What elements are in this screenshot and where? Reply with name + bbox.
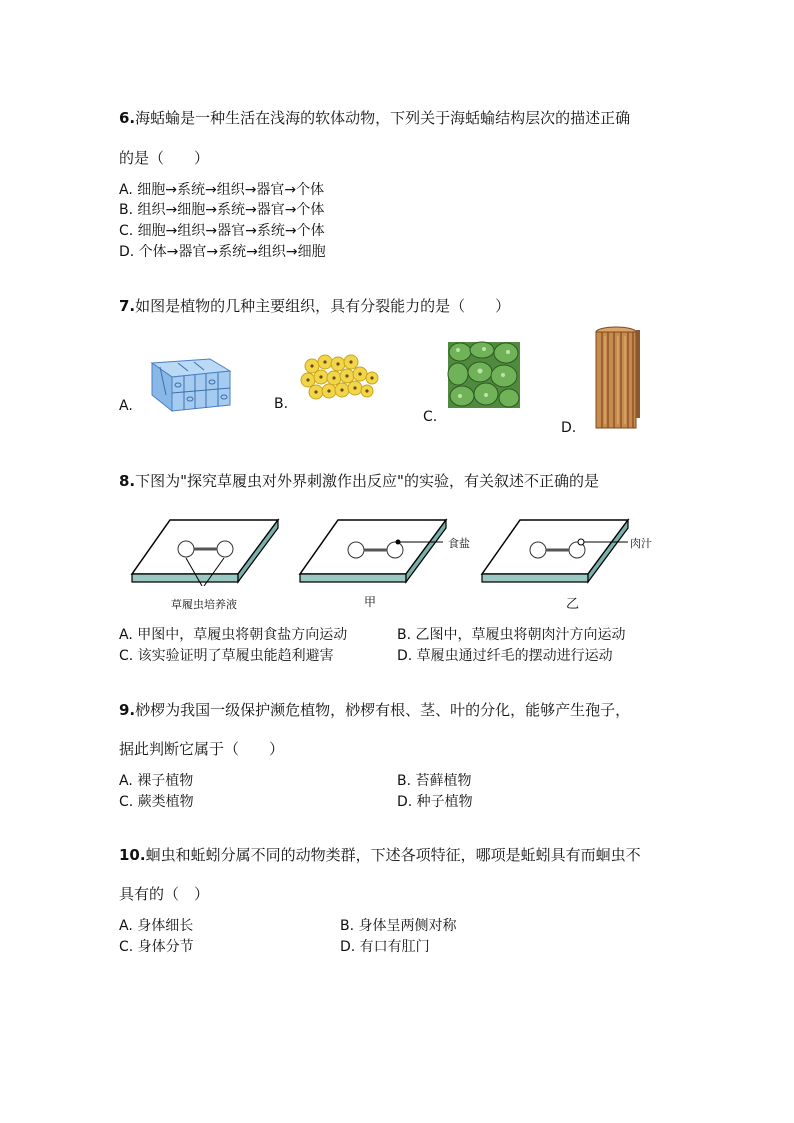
q9-option-a[interactable]: A. 裸子植物 <box>119 773 194 789</box>
q7-label-c: C. <box>423 409 438 425</box>
q8-option-c[interactable]: C. 该实验证明了草履虫能趋利避害 <box>119 648 334 664</box>
q10-stem-line1 <box>119 845 641 865</box>
q9-number: 9. <box>119 701 136 719</box>
q8-culture-label: 草履虫培养液 <box>171 598 237 611</box>
q9-stem-line2: 据此判断它属于（ ） <box>119 740 285 758</box>
q10-option-c[interactable]: C. 身体分节 <box>119 939 194 955</box>
q7-number: 7. <box>119 297 136 315</box>
q8-juice-label: 肉汁 <box>630 537 652 550</box>
q7-label-a: A. <box>119 398 133 414</box>
q7-label-d: D. <box>561 420 577 436</box>
q8-control-slide <box>130 518 280 586</box>
q8-number: 8. <box>119 472 136 490</box>
q8-slide-jia <box>298 518 448 586</box>
q6-option-a[interactable]: A. 细胞→系统→组织→器官→个体 <box>119 182 325 198</box>
q9-stem-line1 <box>119 700 630 720</box>
q10-option-b[interactable]: B. 身体呈两侧对称 <box>340 918 457 934</box>
q9-stem-text: 桫椤为我国一级保护濒危植物，桫椤有根、茎、叶的分化，能够产生孢子， <box>135 701 631 719</box>
q8-yi-label: 乙 <box>566 597 580 612</box>
q6-option-d[interactable]: D. 个体→器官→系统→组织→细胞 <box>119 244 326 260</box>
q7-stem-text: 如图是植物的几种主要组织，具有分裂能力的是（ ） <box>135 297 511 315</box>
q6-option-c[interactable]: C. 细胞→组织→器官→系统→个体 <box>119 223 325 239</box>
q8-jia-label: 甲 <box>364 595 377 609</box>
q6-stem-line1 <box>119 108 630 128</box>
q7-protective-tissue-image <box>148 355 234 413</box>
q9-option-b[interactable]: B. 苔藓植物 <box>397 773 472 789</box>
q7-stem <box>119 296 510 316</box>
q8-option-b[interactable]: B. 乙图中，草履虫将朝肉汁方向运动 <box>397 627 626 643</box>
q10-stem-text: 蛔虫和蚯蚓分属不同的动物类群，下述各项特征，哪项是蚯蚓具有而蛔虫不 <box>145 846 641 864</box>
q9-option-c[interactable]: C. 蕨类植物 <box>119 794 194 810</box>
q7-conducting-tissue-image <box>594 326 642 430</box>
q8-salt-label: 食盐 <box>448 537 470 550</box>
q8-slide-yi <box>480 518 630 586</box>
q8-stem <box>119 471 599 491</box>
q10-stem-line2: 具有的（ ） <box>119 885 210 903</box>
q6-option-b[interactable]: B. 组织→细胞→系统→器官→个体 <box>119 202 325 218</box>
q9-option-d[interactable]: D. 种子植物 <box>397 794 473 810</box>
q6-stem-line2: 的是（ ） <box>119 149 210 167</box>
q8-stem-text: 下图为"探究草履虫对外界刺激作出反应"的实验，有关叙述不正确的是 <box>135 472 599 490</box>
q10-option-d[interactable]: D. 有口有肛门 <box>340 939 430 955</box>
q7-nutrient-tissue-image <box>298 352 380 404</box>
q6-stem-text: 海蛞蝓是一种生活在浅海的软体动物，下列关于海蛞蝓结构层次的描述正确 <box>135 109 631 127</box>
q8-option-a[interactable]: A. 甲图中，草履虫将朝食盐方向运动 <box>119 627 348 643</box>
q8-option-d[interactable]: D. 草履虫通过纤毛的摆动进行运动 <box>397 648 613 664</box>
q10-number: 10. <box>119 846 146 864</box>
q7-meristem-tissue-image <box>446 340 522 410</box>
q6-number: 6. <box>119 109 136 127</box>
q10-option-a[interactable]: A. 身体细长 <box>119 918 194 934</box>
q7-label-b: B. <box>274 396 289 412</box>
